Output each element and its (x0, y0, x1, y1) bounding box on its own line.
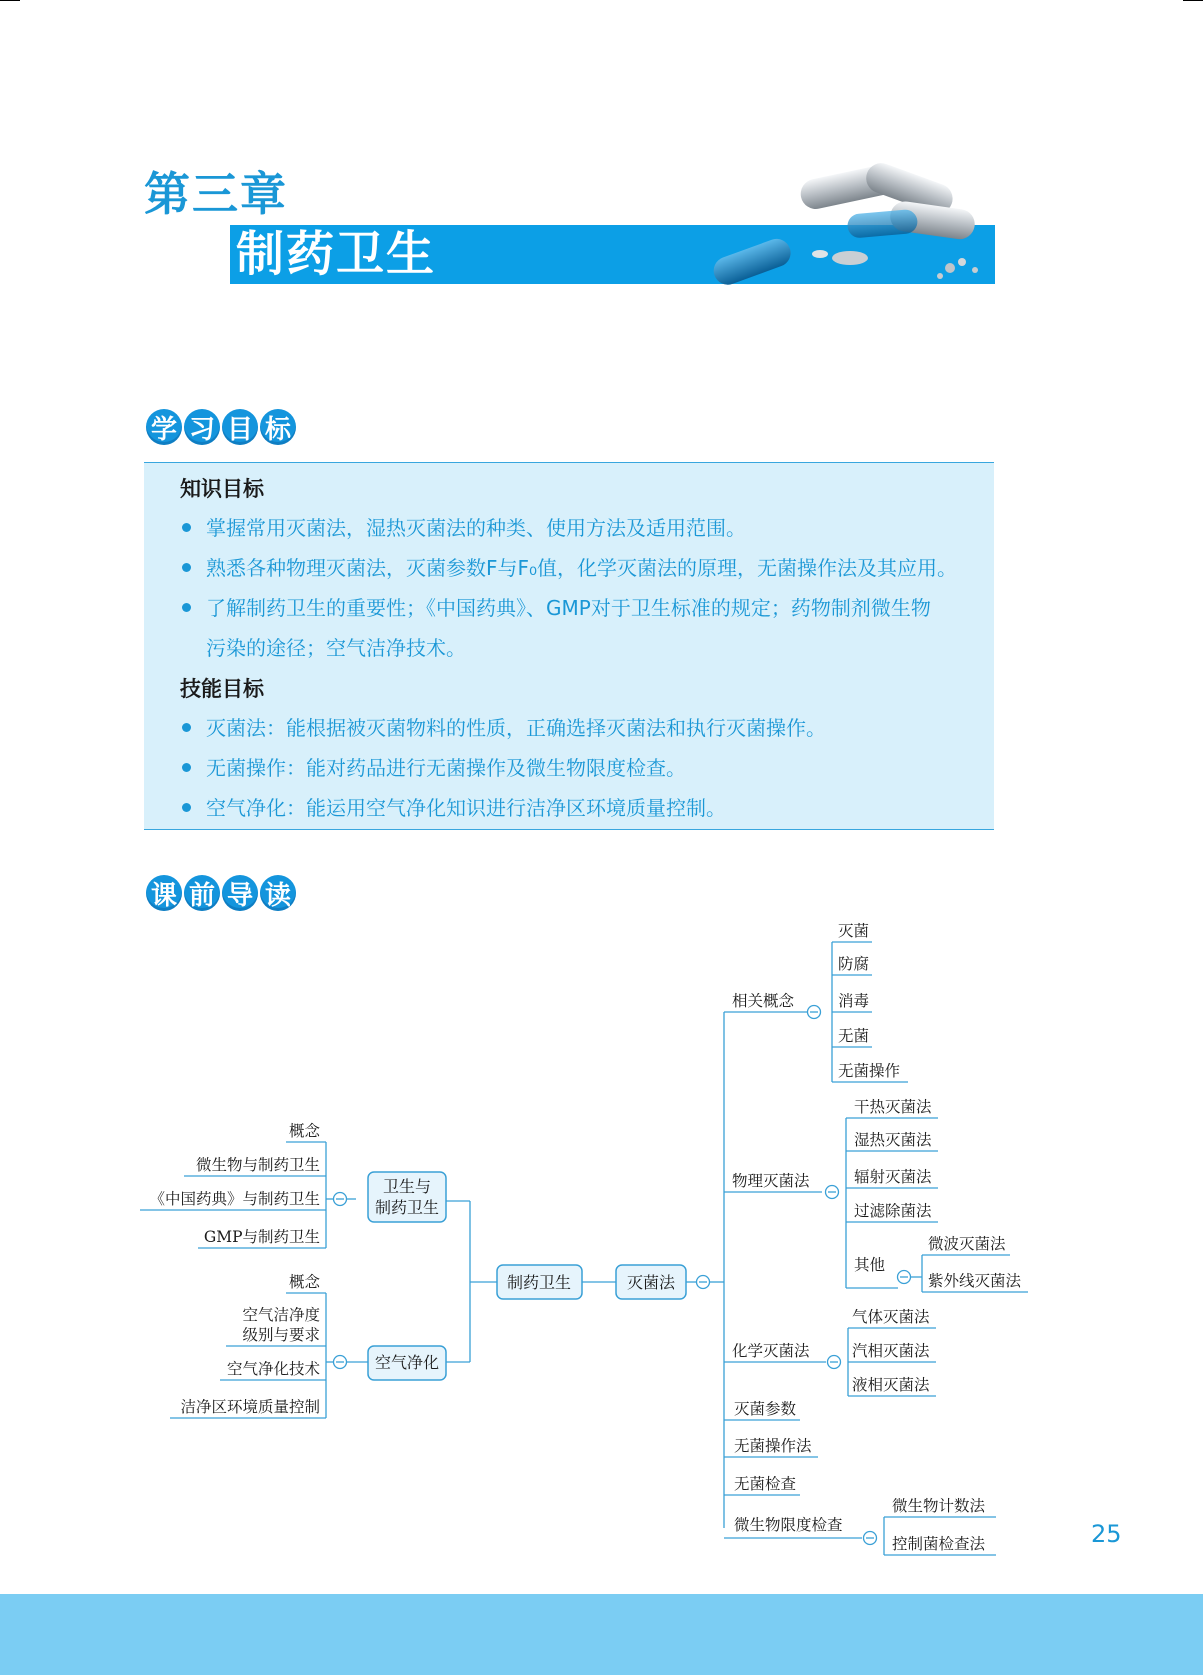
physical-item: 湿热灭菌法 (854, 1131, 932, 1149)
objective-item: 灭菌法：能根据被灭菌物料的性质，正确选择灭菌法和执行灭菌操作。 (182, 708, 826, 748)
air-node-label: 空气净化 (374, 1353, 440, 1372)
knowledge-heading: 知识目标 (180, 477, 264, 501)
hygiene-node-label: 制药卫生 (374, 1198, 440, 1217)
page-number: 25 (1091, 1520, 1122, 1548)
concept-item: 无菌 (838, 1027, 870, 1045)
heading-char: 目 (222, 409, 258, 445)
physical-item: 过滤除菌法 (854, 1202, 932, 1220)
heading-char: 学 (146, 409, 182, 445)
param-label: 灭菌参数 (734, 1400, 797, 1418)
footer-band (0, 1594, 1203, 1675)
heading-char: 前 (184, 875, 220, 911)
concepts-label: 相关概念 (732, 992, 795, 1010)
sterilization-node-label: 灭菌法 (626, 1273, 676, 1292)
other-label: 其他 (854, 1256, 886, 1274)
other-item: 微波灭菌法 (928, 1235, 1006, 1253)
objective-item: 熟悉各种物理灭菌法，灭菌参数F与F₀值，化学灭菌法的原理，无菌操作法及其应用。 (182, 548, 957, 588)
air-item: 空气洁净度 (242, 1306, 320, 1324)
objective-item: 无菌操作：能对药品进行无菌操作及微生物限度检查。 (182, 748, 686, 788)
chemical-item: 气体灭菌法 (852, 1308, 930, 1326)
hygiene-item: 概念 (288, 1122, 320, 1140)
chemical-label: 化学灭菌法 (732, 1342, 810, 1360)
other-item: 紫外线灭菌法 (928, 1272, 1022, 1290)
concept-item: 无菌操作 (838, 1062, 901, 1080)
physical-item: 辐射灭菌法 (854, 1168, 932, 1186)
hygiene-node-label: 卫生与 (382, 1177, 432, 1196)
hygiene-item: 《中国药典》与制药卫生 (149, 1190, 320, 1208)
heading-char: 标 (260, 409, 296, 445)
chemical-item: 汽相灭菌法 (852, 1342, 930, 1360)
skill-heading: 技能目标 (180, 677, 264, 701)
chemical-item: 液相灭菌法 (852, 1376, 930, 1394)
concept-item: 消毒 (838, 992, 870, 1010)
hygiene-item: 微生物与制药卫生 (195, 1156, 320, 1174)
root-node-label: 制药卫生 (506, 1273, 572, 1292)
air-item: 洁净区环境质量控制 (180, 1398, 320, 1416)
sterility-test-label: 无菌检查 (734, 1475, 797, 1493)
objective-item: 掌握常用灭菌法，湿热灭菌法的种类、使用方法及适用范围。 (182, 508, 746, 548)
chapter-title: 制药卫生 (236, 226, 437, 282)
heading-char: 课 (146, 875, 182, 911)
objective-item: 了解制药卫生的重要性；《中国药典》、GMP对于卫生标准的规定；药物制剂微生物 (182, 588, 931, 628)
air-item: 级别与要求 (242, 1326, 320, 1344)
microbe-item: 控制菌检查法 (892, 1535, 986, 1553)
hygiene-item: GMP与制药卫生 (203, 1228, 320, 1246)
aseptic-label: 无菌操作法 (734, 1437, 812, 1455)
microbe-item: 微生物计数法 (892, 1497, 986, 1515)
concept-item: 灭菌 (838, 922, 870, 940)
physical-label: 物理灭菌法 (732, 1172, 810, 1190)
chapter-label: 第三章 (144, 167, 288, 221)
microbe-limit-label: 微生物限度检查 (734, 1516, 843, 1534)
physical-item: 干热灭菌法 (854, 1098, 932, 1116)
heading-char: 习 (184, 409, 220, 445)
heading-char: 读 (260, 875, 296, 911)
objective-item: 空气净化：能运用空气净化知识进行洁净区环境质量控制。 (182, 788, 726, 828)
air-item: 概念 (288, 1273, 320, 1291)
objective-item-continued: 污染的途径；空气洁净技术。 (206, 636, 466, 660)
concept-item: 防腐 (838, 955, 870, 973)
heading-char: 导 (222, 875, 258, 911)
air-item: 空气净化技术 (226, 1360, 320, 1378)
